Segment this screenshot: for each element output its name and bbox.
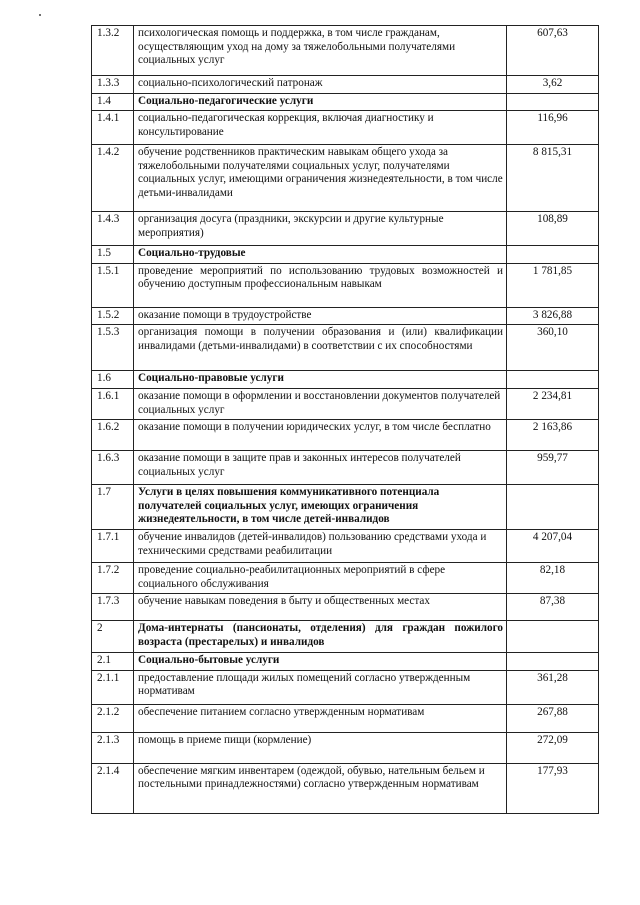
- row-number: 1.5.2: [92, 307, 134, 325]
- section-title: Социально-правовые услуги: [134, 371, 507, 389]
- table-row: [92, 529, 599, 562]
- row-number: 1.7.2: [92, 562, 134, 593]
- row-number: 2.1.3: [92, 732, 134, 763]
- service-price: 3 826,88: [507, 307, 599, 325]
- table-row: [92, 76, 599, 94]
- service-price: 116,96: [507, 111, 599, 145]
- service-name: социально-педагогическая коррекция, включая диагностику и консультирование: [134, 111, 507, 145]
- table-row: [92, 670, 599, 704]
- row-number: 1.5.3: [92, 325, 134, 371]
- table-row: [92, 594, 599, 621]
- table-row: [92, 263, 599, 307]
- service-name: организация помощи в получении образования и (или) квалификации инвалидами (детьми-инвалидами) в соответствии с их способностями: [134, 325, 507, 371]
- row-number: 1.5: [92, 246, 134, 264]
- row-number: 1.5.1: [92, 263, 134, 307]
- tariff-table: [91, 25, 599, 814]
- service-name: оказание помощи в получении юридических услуг, в том числе бесплатно: [134, 420, 507, 451]
- service-price: 607,63: [507, 26, 599, 76]
- service-price: 267,88: [507, 704, 599, 732]
- row-number: 2.1.2: [92, 704, 134, 732]
- service-name: обучение родственников практическим навыкам общего ухода за тяжелобольными получателями социальных услуг, получателями социальных услуг, имеющими ограничения жизнедеятельности, в том числе детьми-инвалидами: [134, 145, 507, 212]
- section-title: Дома-интернаты (пансионаты, отделения) для граждан пожилого возраста (престарелых) и инвалидов: [134, 621, 507, 653]
- section-title: Услуги в целях повышения коммуникативного потенциала получателей социальных услуг, имеющих ограничения жизнедеятельности, в том числе детей-инвалидов: [134, 485, 507, 530]
- row-number: 1.3.3: [92, 76, 134, 94]
- service-price: 959,77: [507, 451, 599, 485]
- scan-speck: [39, 14, 41, 16]
- service-price: [507, 621, 599, 653]
- section-title: Социально-трудовые: [134, 246, 507, 264]
- service-price: 177,93: [507, 763, 599, 813]
- service-name: проведение социально-реабилитационных мероприятий в сфере социального обслуживания: [134, 562, 507, 593]
- row-number: 1.6.2: [92, 420, 134, 451]
- table-row: [92, 145, 599, 212]
- section-row: [92, 371, 599, 389]
- table-row: [92, 111, 599, 145]
- service-price: [507, 485, 599, 530]
- row-number: 1.7.3: [92, 594, 134, 621]
- row-number: 2.1.1: [92, 670, 134, 704]
- row-number: 2.1.4: [92, 763, 134, 813]
- table-row: [92, 420, 599, 451]
- service-price: 108,89: [507, 212, 599, 246]
- section-row: [92, 246, 599, 264]
- service-name: обучение инвалидов (детей-инвалидов) пользованию средствами ухода и техническими средствами реабилитации: [134, 529, 507, 562]
- table-row: [92, 325, 599, 371]
- table-row: [92, 388, 599, 419]
- section-title: Социально-бытовые услуги: [134, 653, 507, 671]
- table-row: [92, 732, 599, 763]
- service-price: 8 815,31: [507, 145, 599, 212]
- section-title: Социально-педагогические услуги: [134, 93, 507, 111]
- service-price: [507, 246, 599, 264]
- table-row: [92, 26, 599, 76]
- row-number: 1.7: [92, 485, 134, 530]
- service-price: 3,62: [507, 76, 599, 94]
- row-number: 1.7.1: [92, 529, 134, 562]
- service-price: 1 781,85: [507, 263, 599, 307]
- service-price: 4 207,04: [507, 529, 599, 562]
- section-row: [92, 93, 599, 111]
- service-name: помощь в приеме пищи (кормление): [134, 732, 507, 763]
- service-name: оказание помощи в защите прав и законных интересов получателей социальных услуг: [134, 451, 507, 485]
- table-row: [92, 704, 599, 732]
- table-row: [92, 763, 599, 813]
- row-number: 2.1: [92, 653, 134, 671]
- service-price: 272,09: [507, 732, 599, 763]
- service-name: организация досуга (праздники, экскурсии и другие культурные мероприятия): [134, 212, 507, 246]
- section-row: [92, 653, 599, 671]
- service-price: [507, 653, 599, 671]
- service-name: предоставление площади жилых помещений согласно утвержденным нормативам: [134, 670, 507, 704]
- service-price: 87,38: [507, 594, 599, 621]
- row-number: 1.4.2: [92, 145, 134, 212]
- section-row: [92, 485, 599, 530]
- row-number: 1.4.3: [92, 212, 134, 246]
- service-name: обучение навыкам поведения в быту и общественных местах: [134, 594, 507, 621]
- service-name: оказание помощи в оформлении и восстановлении документов получателей социальных услуг: [134, 388, 507, 419]
- row-number: 1.4: [92, 93, 134, 111]
- service-name: обеспечение питанием согласно утвержденным нормативам: [134, 704, 507, 732]
- service-price: 2 234,81: [507, 388, 599, 419]
- table-row: [92, 562, 599, 593]
- service-name: психологическая помощь и поддержка, в том числе гражданам, осуществляющим уход на дому за тяжелобольными получателями социальных услуг: [134, 26, 507, 76]
- section-row: [92, 621, 599, 653]
- service-price: 361,28: [507, 670, 599, 704]
- row-number: 2: [92, 621, 134, 653]
- table-row: [92, 212, 599, 246]
- service-price: 82,18: [507, 562, 599, 593]
- service-name: социально-психологический патронаж: [134, 76, 507, 94]
- service-price: 360,10: [507, 325, 599, 371]
- row-number: 1.6.1: [92, 388, 134, 419]
- service-name: проведение мероприятий по использованию трудовых возможностей и обучению доступным профессиональным навыкам: [134, 263, 507, 307]
- row-number: 1.4.1: [92, 111, 134, 145]
- table-row: [92, 307, 599, 325]
- service-name: оказание помощи в трудоустройстве: [134, 307, 507, 325]
- service-price: [507, 93, 599, 111]
- row-number: 1.6: [92, 371, 134, 389]
- service-price: 2 163,86: [507, 420, 599, 451]
- service-name: обеспечение мягким инвентарем (одеждой, обувью, нательным бельем и постельными принадлежностями) согласно утвержденным нормативам: [134, 763, 507, 813]
- table-row: [92, 451, 599, 485]
- row-number: 1.3.2: [92, 26, 134, 76]
- service-price: [507, 371, 599, 389]
- row-number: 1.6.3: [92, 451, 134, 485]
